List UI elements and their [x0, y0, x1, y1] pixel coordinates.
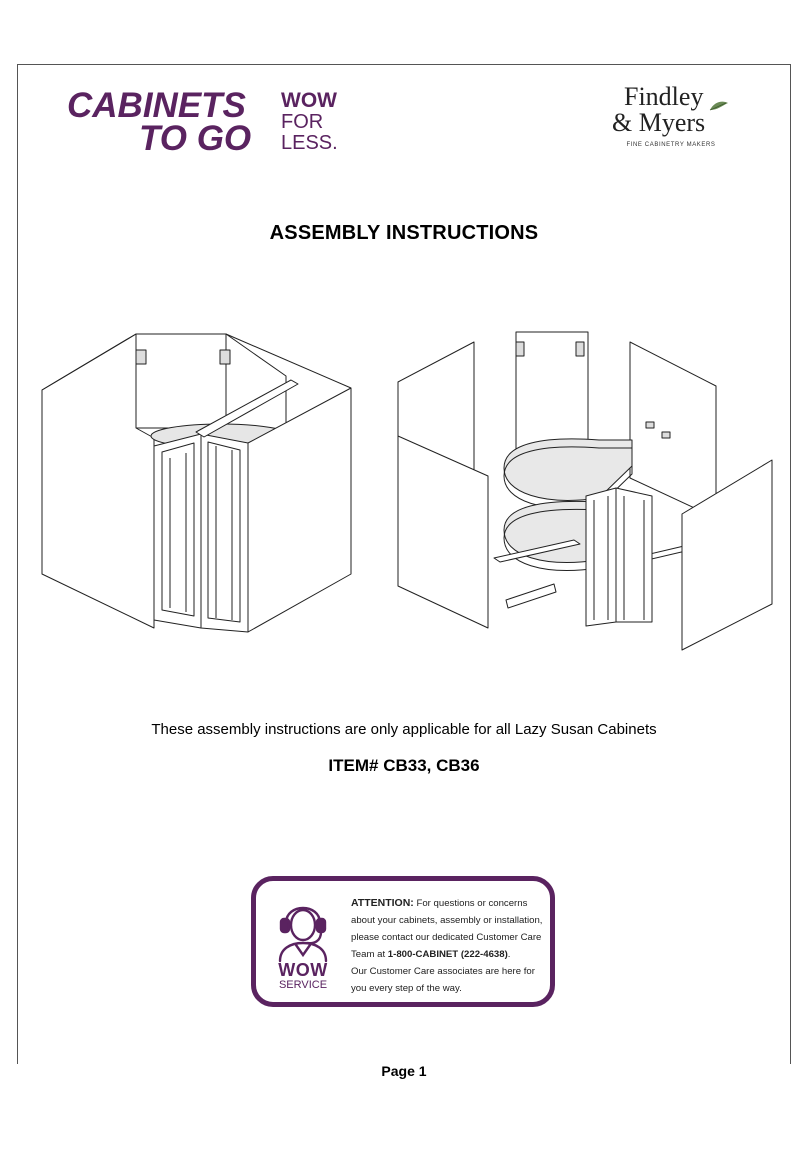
fm-logo-line2: & Myers [612, 108, 706, 137]
attention-line4-suffix: . [507, 949, 511, 960]
badge-service: SERVICE [278, 979, 328, 991]
attention-line6: you every step of the way. [351, 983, 462, 994]
page-number: Page 1 [381, 1063, 427, 1079]
assembled-cabinet-illustration [36, 328, 366, 634]
page-title: ASSEMBLY INSTRUCTIONS [269, 222, 539, 244]
attention-line1: For questions or concerns [416, 898, 528, 909]
logo-word-cabinets: CABINETS [67, 86, 246, 125]
logo-tag-for: FOR [281, 111, 324, 133]
exploded-cabinet-illustration [394, 328, 776, 654]
attention-line2: about your cabinets, assembly or installation, [351, 915, 543, 926]
attention-label: ATTENTION: [351, 897, 414, 909]
attention-line5: Our Customer Care associates are here for [351, 966, 535, 977]
findley-myers-logo [612, 84, 730, 154]
logo-tag-less: LESS. [281, 132, 338, 154]
badge-wow: WOW [278, 960, 328, 980]
leaf-icon [708, 100, 730, 114]
customer-care-notice [251, 876, 555, 1007]
item-numbers: ITEM# CB33, CB36 [328, 756, 480, 775]
customer-care-phone[interactable]: 1-800-CABINET (222-4638) [387, 949, 508, 960]
wow-service-badge [270, 961, 336, 992]
applicability-note: These assembly instructions are only applicable for all Lazy Susan Cabinets [151, 721, 657, 738]
logo-tag-wow: WOW [281, 89, 337, 112]
cabinets-to-go-logo [67, 88, 347, 158]
attention-line4-prefix: Team at [351, 949, 388, 960]
fm-logo-line1: Findley [624, 82, 704, 111]
attention-line3: please contact our dedicated Customer Care [351, 932, 542, 943]
logo-word-to-go: TO GO [139, 119, 252, 158]
attention-text [351, 895, 556, 997]
fm-logo-tagline: FINE CABINETRY MAKERS [626, 142, 716, 148]
